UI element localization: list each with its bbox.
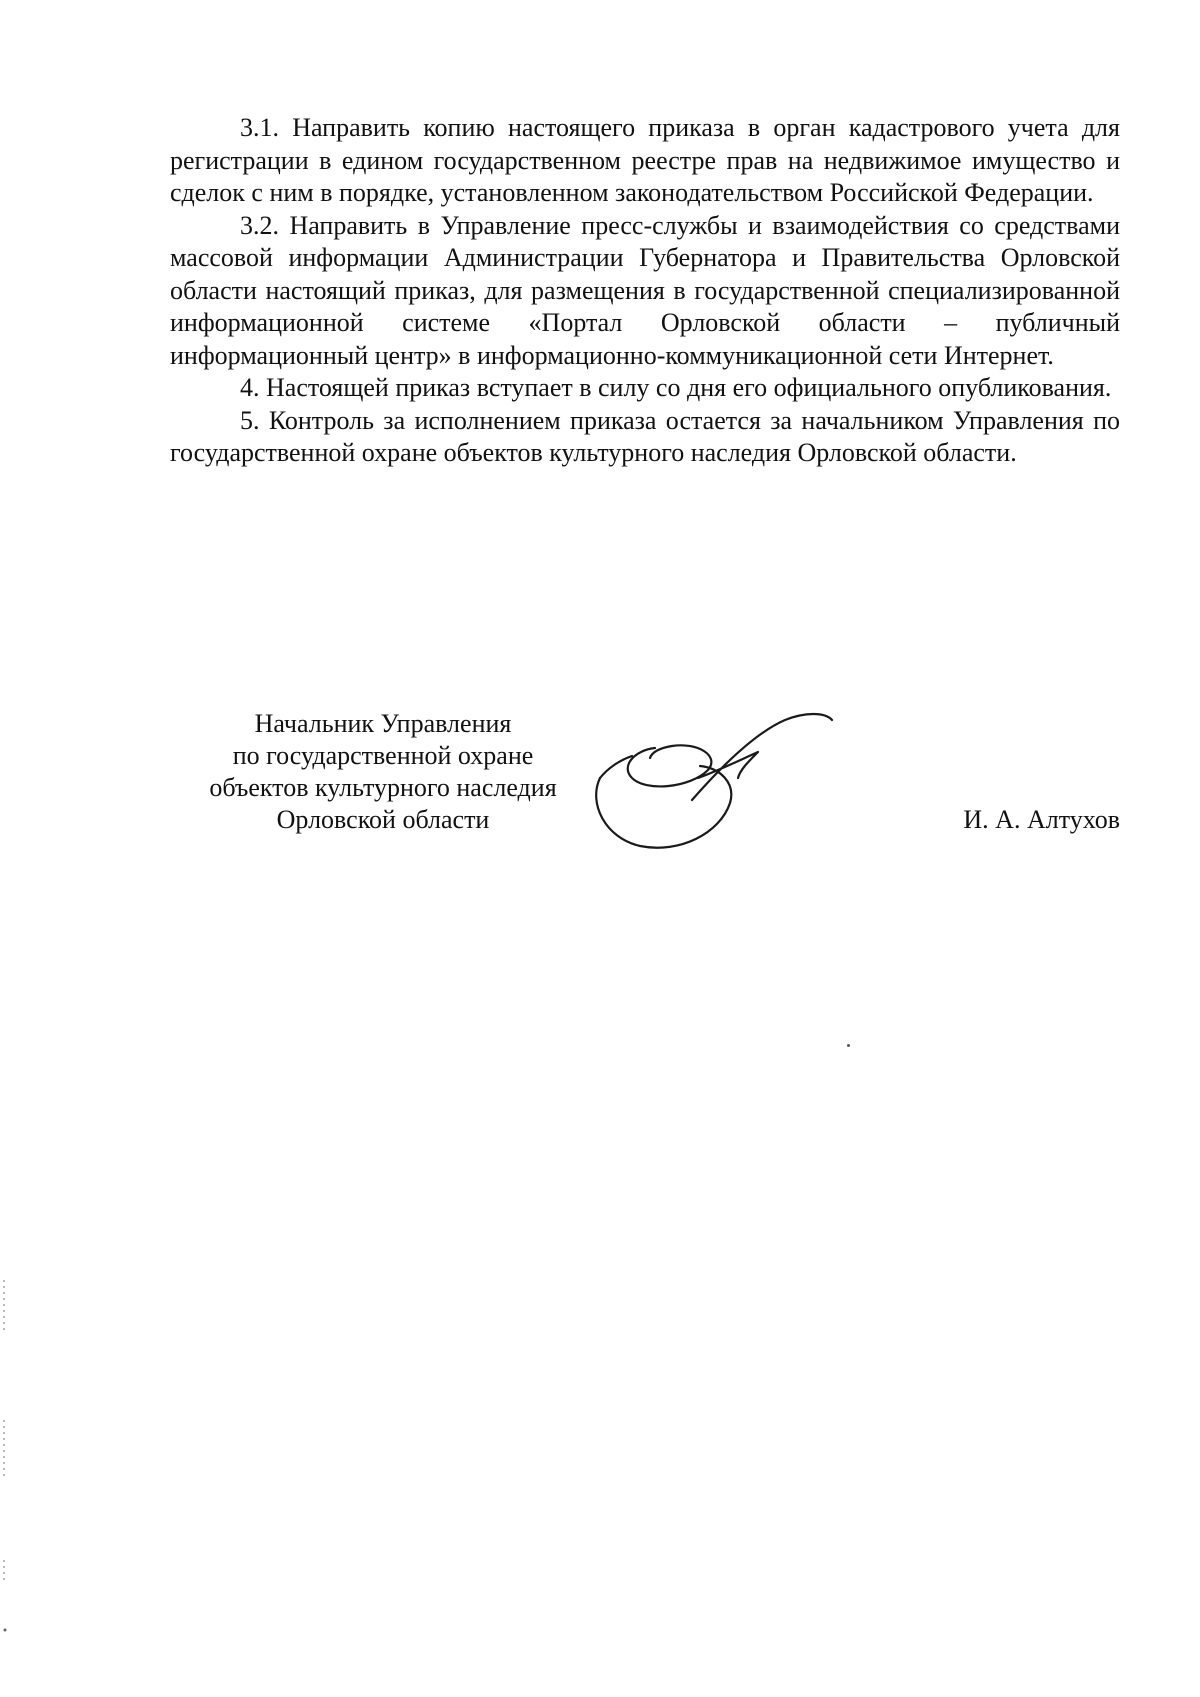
signatory-title-line: по государственной охране xyxy=(232,741,534,770)
paragraph-3-2: 3.2. Направить в Управление пресс-службы и взаимодействия со средствами массовой информации Администрации Губернатора и Правительства Орловской области настоящий приказ, для размещения в государственной специализированной информационной системе «Портал Орловской области – публичный информационный центр» в информационно-коммуникационной сети Интернет. xyxy=(170,210,1120,370)
signatory-title-line: Начальник Управления xyxy=(254,709,512,738)
signatory-title-line: Орловской области xyxy=(276,805,490,834)
paragraph-3-1: 3.1. Направить копию настоящего приказа в орган кадастрового учета для регистрации в едином государственном реестре прав на недвижимое имущество и сделок с ним в порядке, установленном законодательством Российской Федерации. xyxy=(170,113,1120,207)
handwritten-signature xyxy=(580,708,850,858)
scan-edge-marks xyxy=(0,1280,14,1640)
document-body xyxy=(170,112,1120,470)
paragraph-5: 5. Контроль за исполнением приказа остается за начальником Управления по государственной охране объектов культурного наследия Орловской области. xyxy=(170,405,1120,467)
scan-speck xyxy=(847,1044,850,1047)
signatory-name: И. А. Алтухов xyxy=(963,805,1120,834)
paragraph-4: 4. Настоящей приказ вступает в силу со дня его официального опубликования. xyxy=(240,373,1112,402)
signatory-title xyxy=(183,708,583,836)
signatory-title-line: объектов культурного наследия xyxy=(209,773,557,802)
